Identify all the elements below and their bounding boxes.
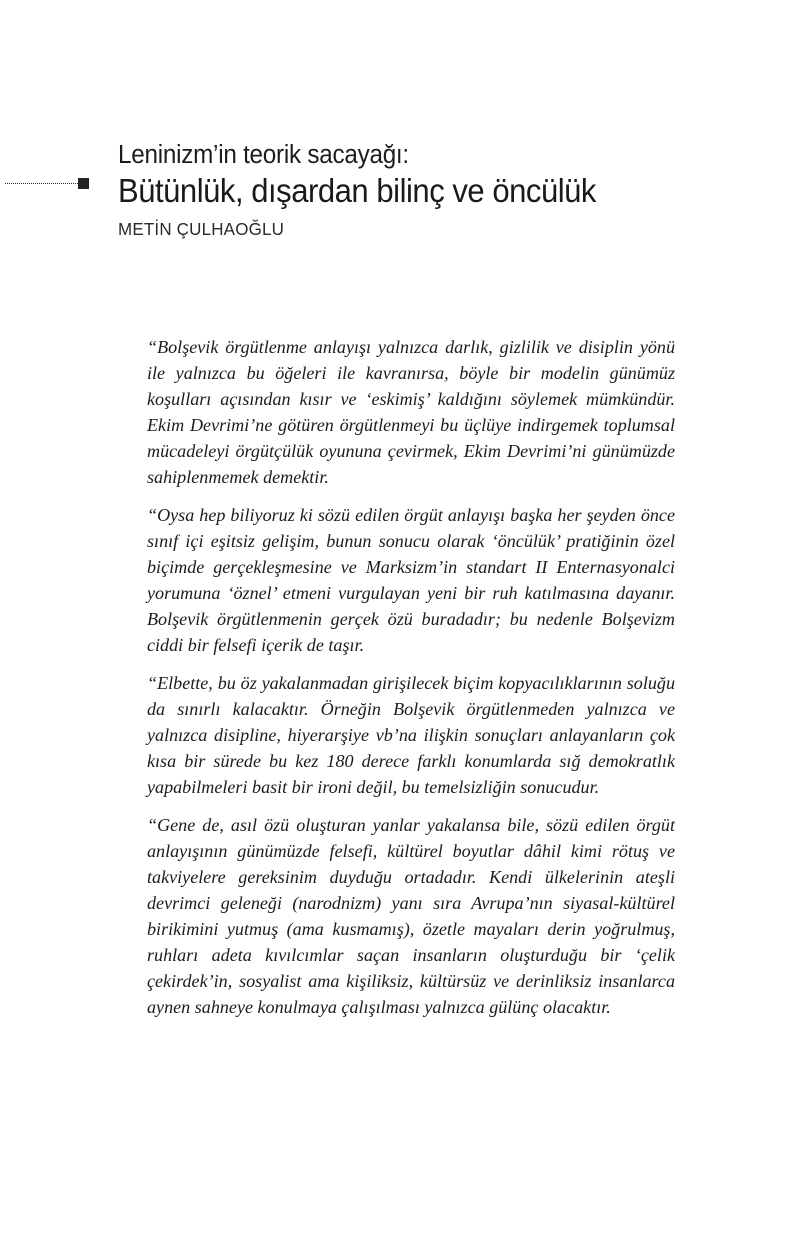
decorative-rule bbox=[5, 178, 90, 190]
article-body bbox=[147, 334, 675, 1020]
page-title-kicker: Leninizm’in teorik sacayağı: bbox=[118, 141, 409, 169]
body-paragraph: “Gene de, asıl özü oluşturan yanlar yakalansa bile, sözü edilen örgüt anlayışının günümüzde felsefi, kültürel boyutlar dâhil kimi rötuş ve takviyelere gereksinim duyduğu ortadadır. Kendi ülkelerinin ateşli devrimci geleneği (narodnizm) yanı sıra Avrupa’nın siyasal-kültürel birikimini yutmuş (ama kusmamış), özetle mayaları derin yoğrulmuş, ruhları adeta kıvılcımlar saçan insanların oluşturduğu bir ‘çelik çekirdek’in, sosyalist ama kişiliksiz, kültürsüz ve derinliksiz insanlarca aynen sahneye konulmaya çalışılması yalnızca gülünç olacaktır. bbox=[147, 815, 675, 1017]
body-paragraph: “Oysa hep biliyoruz ki sözü edilen örgüt anlayışı başka her şeyden önce sınıf içi eşitsiz gelişim, bunun sonucu olarak ‘öncülük’ pratiğinin özel biçimde gerçekleşmesine ve Marksizm’in standart II Enternasyonalci yorumuna ‘öznel’ etmeni vurgulayan yeni bir ruh katılmasına dayanır. Bolşevik örgütlenmenin gerçek özü buradadır; bu nedenle Bolşevizm ciddi bir felsefi içerik de taşır. bbox=[147, 505, 675, 655]
dotted-line-icon bbox=[5, 183, 78, 184]
title-block bbox=[118, 140, 738, 241]
body-paragraph: “Elbette, bu öz yakalanmadan girişilecek biçim kopyacılıklarının soluğu da sınırlı kalacaktır. Örneğin Bolşevik örgütlenmeden yalnızca ve yalnızca disipline, hiyerarşiye vb’na ilişkin sonuçları anlayanların çok kısa bir sürede bu kez 180 derece farklı konumlarda sığ demokratlık yapabilmeleri basit bir ironi değil, bu temelsizliğin sonucudur. bbox=[147, 673, 675, 797]
page-title: Bütünlük, dışardan bilinç ve öncülük bbox=[118, 172, 596, 209]
square-marker-icon bbox=[78, 178, 89, 189]
body-paragraph: “Bolşevik örgütlenme anlayışı yalnızca darlık, gizlilik ve disiplin yönü ile yalnızca bu öğeleri ile kavranırsa, böyle bir modelin günümüz koşulları açısından kısır ve ‘eskimiş’ kaldığını söylemek mümkündür. Ekim Devrimi’ne götüren örgütlenmeyi bu üçlüye indirgemek toplumsal mücadeleyi örgütçülük oyununa çevirmek, Ekim Devrimi’ni günümüzde sahiplenmemek demektir. bbox=[147, 337, 675, 487]
author-byline: METİN ÇULHAOĞLU bbox=[118, 219, 285, 239]
